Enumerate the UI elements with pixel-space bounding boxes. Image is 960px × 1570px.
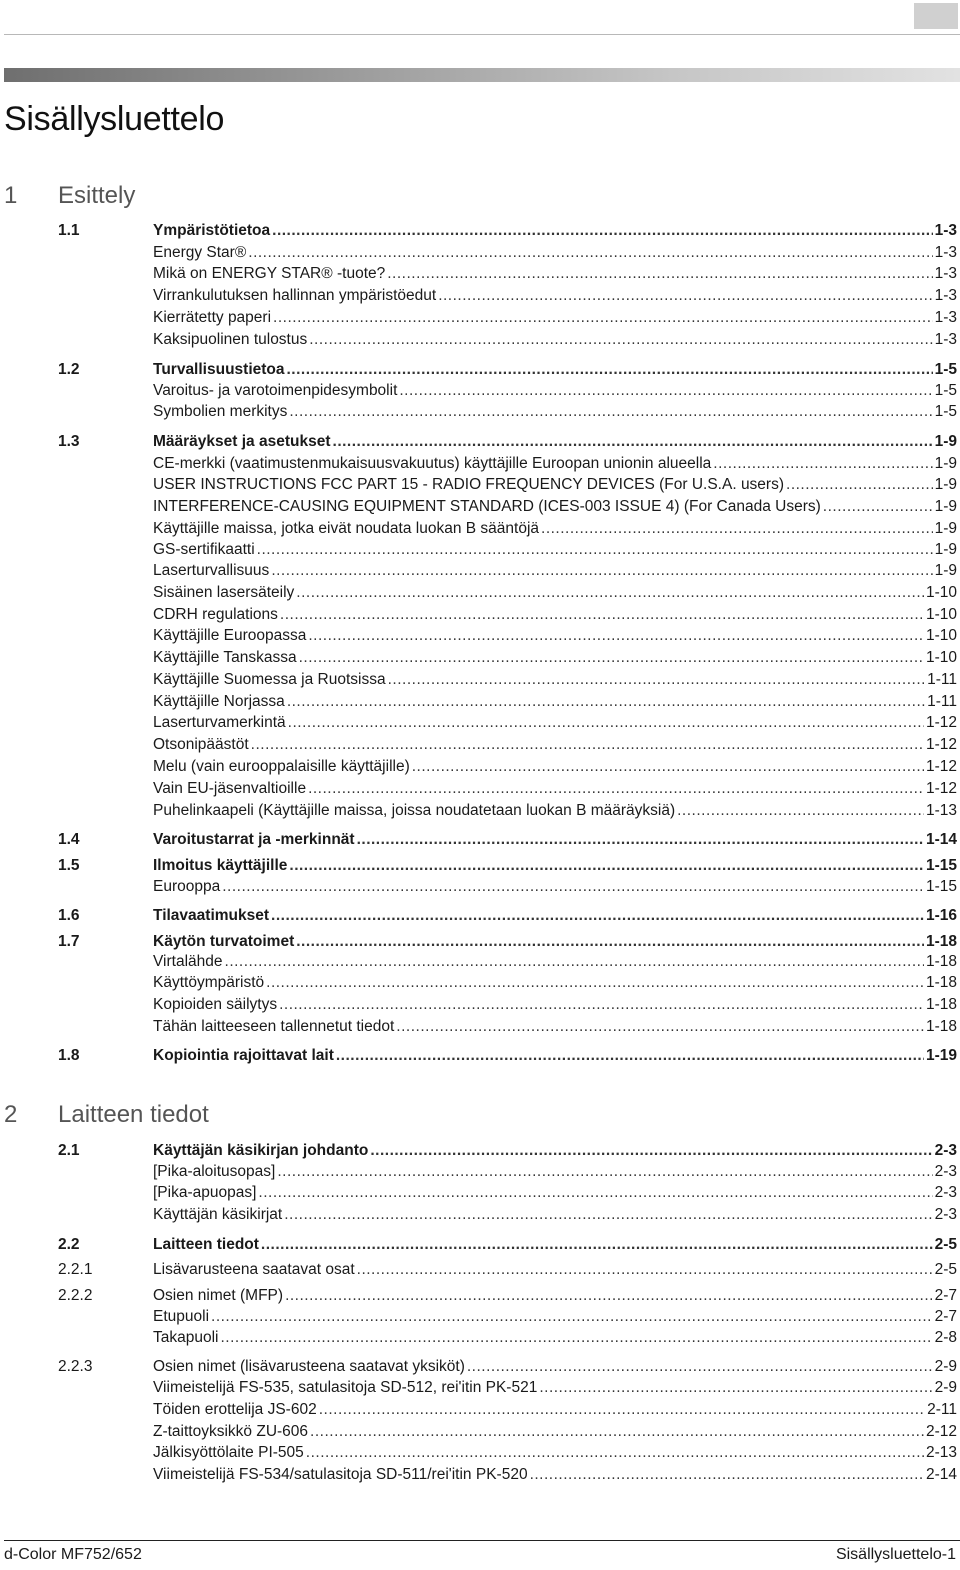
toc-entry-title: Käyttäjän käsikirjat xyxy=(153,1206,283,1223)
footer-rule xyxy=(4,1540,960,1541)
toc-leader-row xyxy=(153,401,957,423)
toc-entry-title: Laserturvamerkintä xyxy=(153,714,286,731)
toc-page-number: 2-13 xyxy=(925,1444,957,1461)
toc-leader-row xyxy=(153,474,957,496)
toc-section-number: 2.2.1 xyxy=(58,1261,93,1278)
toc-page-number: 1-9 xyxy=(934,433,957,450)
toc-entry[interactable] xyxy=(0,734,960,756)
toc-leader-row xyxy=(153,1356,957,1378)
toc-entry-title: CE-merkki (vaatimustenmukaisuusvakuutus) käyttäjille Euroopan unionin alueella xyxy=(153,455,712,472)
toc-entry[interactable] xyxy=(0,994,960,1016)
toc-leader-row xyxy=(153,1442,957,1464)
toc-dot-leader xyxy=(258,1182,932,1204)
toc-page-number: 2-9 xyxy=(934,1358,957,1375)
toc-section-number: 1.4 xyxy=(58,831,80,848)
toc-page-number: 2-7 xyxy=(934,1308,957,1325)
toc-entry-title: Otsonipäästöt xyxy=(153,736,249,753)
toc-dot-leader xyxy=(357,1259,933,1281)
toc-leader-row xyxy=(153,539,957,561)
toc-leader-row xyxy=(153,242,957,264)
toc-entry-title: Etupuoli xyxy=(153,1308,210,1325)
toc-entry-title: Puhelinkaapeli (Käyttäjille maissa, joissa noudatetaan luokan B määräyksiä) xyxy=(153,802,676,819)
toc-leader-row xyxy=(153,647,957,669)
toc-page-number: 1-16 xyxy=(925,907,957,924)
toc-leader-row xyxy=(153,669,957,691)
toc-dot-leader xyxy=(272,220,932,242)
toc-entry-title: Mikä on ENERGY STAR® -tuote? xyxy=(153,265,386,282)
toc-dot-leader xyxy=(289,855,924,877)
toc-dot-leader xyxy=(438,285,932,307)
toc-dot-leader xyxy=(287,359,933,381)
toc-entry[interactable] xyxy=(0,474,960,496)
toc-dot-leader xyxy=(319,1399,925,1421)
chapter-heading[interactable] xyxy=(4,182,135,210)
toc-leader-row xyxy=(153,1045,957,1067)
toc-entry-title: Viimeistelijä FS-534/satulasitoja SD-511/rei'itin PK-520 xyxy=(153,1466,528,1483)
toc-dot-leader xyxy=(541,518,933,540)
toc-page-number: 1-15 xyxy=(925,857,957,874)
toc-entry-title: [Pika-apuopas] xyxy=(153,1184,257,1201)
toc-entry-title: USER INSTRUCTIONS FCC PART 15 - RADIO FREQUENCY DEVICES (For U.S.A. users) xyxy=(153,476,785,493)
toc-dot-leader xyxy=(357,829,924,851)
toc-entry-title: Käyttäjille maissa, jotka eivät noudata luokan B sääntöjä xyxy=(153,520,540,537)
toc-entry[interactable] xyxy=(0,431,960,453)
toc-dot-leader xyxy=(279,994,924,1016)
toc-leader-row xyxy=(153,496,957,518)
toc-page-number: 2-7 xyxy=(934,1287,957,1304)
toc-entry[interactable] xyxy=(0,625,960,647)
toc-leader-row xyxy=(153,778,957,800)
toc-entry-title: Tilavaatimukset xyxy=(153,907,270,924)
toc-leader-row xyxy=(153,931,957,953)
toc-dot-leader xyxy=(387,263,932,285)
toc-entry[interactable] xyxy=(0,669,960,691)
toc-entry[interactable] xyxy=(0,951,960,973)
toc-leader-row xyxy=(153,1161,957,1183)
toc-entry[interactable] xyxy=(0,855,960,877)
toc-dot-leader xyxy=(211,1306,933,1328)
toc-entry[interactable] xyxy=(0,1356,960,1378)
toc-entry-title: Virrankulutuksen hallinnan ympäristöedut xyxy=(153,287,437,304)
chapter-title: Esittely xyxy=(58,182,136,209)
toc-dot-leader xyxy=(412,756,924,778)
toc-leader-row xyxy=(153,734,957,756)
toc-leader-row xyxy=(153,1285,957,1307)
toc-entry[interactable] xyxy=(0,1140,960,1162)
toc-dot-leader xyxy=(388,669,926,691)
toc-leader-row xyxy=(153,972,957,994)
toc-leader-row xyxy=(153,905,957,927)
toc-entry[interactable] xyxy=(0,1377,960,1399)
toc-entry-title: Turvallisuustietoa xyxy=(153,361,285,378)
toc-leader-row xyxy=(153,329,957,351)
toc-entry[interactable] xyxy=(0,285,960,307)
toc-page-number: 2-12 xyxy=(925,1423,957,1440)
toc-leader-row xyxy=(153,994,957,1016)
toc-entry-title: Takapuoli xyxy=(153,1329,219,1346)
toc-leader-row xyxy=(153,1399,957,1421)
toc-leader-row xyxy=(153,220,957,242)
toc-page-number: 1-5 xyxy=(934,361,957,378)
toc-leader-row xyxy=(153,855,957,877)
toc-entry-title: Laitteen tiedot xyxy=(153,1236,259,1253)
chapter-number: 1 xyxy=(4,182,18,209)
toc-entry-title: Osien nimet (lisävarusteena saatavat yksiköt) xyxy=(153,1358,465,1375)
toc-entry[interactable] xyxy=(0,1182,960,1204)
toc-leader-row xyxy=(153,518,957,540)
toc-entry[interactable] xyxy=(0,1161,960,1183)
toc-entry-title: Viimeistelijä FS-535, satulasitoja SD-512, rei'itin PK-521 xyxy=(153,1379,538,1396)
toc-page-number: 1-18 xyxy=(925,974,957,991)
toc-leader-row xyxy=(153,604,957,626)
toc-leader-row xyxy=(153,876,957,898)
toc-entry-title: Käyttäjille Tanskassa xyxy=(153,649,297,666)
toc-entry[interactable] xyxy=(0,307,960,329)
toc-entry-title: Kierrätetty paperi xyxy=(153,309,272,326)
toc-dot-leader xyxy=(261,1234,933,1256)
toc-page-number: 1-11 xyxy=(927,693,957,710)
toc-leader-row xyxy=(153,829,957,851)
toc-dot-leader xyxy=(277,1161,932,1183)
toc-entry-title: Z-taittoyksikkö ZU-606 xyxy=(153,1423,309,1440)
toc-page-number: 1-18 xyxy=(925,933,957,950)
toc-entry-title: Töiden erottelija JS-602 xyxy=(153,1401,317,1418)
toc-entry[interactable] xyxy=(0,1204,960,1226)
toc-dot-leader xyxy=(296,582,924,604)
toc-entry[interactable] xyxy=(0,329,960,351)
toc-dot-leader xyxy=(285,1285,933,1307)
toc-entry[interactable] xyxy=(0,1442,960,1464)
toc-page-number: 1-3 xyxy=(934,222,957,239)
toc-section-number: 1.5 xyxy=(58,857,80,874)
toc-leader-row xyxy=(153,756,957,778)
toc-leader-row xyxy=(153,1327,957,1349)
toc-page-number: 1-10 xyxy=(925,606,957,623)
toc-dot-leader xyxy=(248,242,932,264)
toc-dot-leader xyxy=(271,905,924,927)
toc-section-number: 2.2.2 xyxy=(58,1287,93,1304)
toc-dot-leader xyxy=(271,560,932,582)
toc-leader-row xyxy=(153,307,957,329)
toc-entry[interactable] xyxy=(0,931,960,953)
toc-page-number: 1-11 xyxy=(927,671,957,688)
toc-dot-leader xyxy=(530,1464,924,1486)
toc-entry-title: Laserturvallisuus xyxy=(153,562,270,579)
toc-dot-leader xyxy=(713,453,932,475)
toc-entry-title: Kopiointia rajoittavat lait xyxy=(153,1047,334,1064)
toc-entry[interactable] xyxy=(0,539,960,561)
toc-entry-title: Varoitustarrat ja -merkinnät xyxy=(153,831,355,848)
toc-entry-title: Energy Star® xyxy=(153,244,247,261)
toc-entry[interactable] xyxy=(0,1421,960,1443)
toc-section-number: 2.2 xyxy=(58,1236,80,1253)
toc-entry-title: Symbolien merkitys xyxy=(153,403,288,420)
toc-dot-leader xyxy=(221,1327,933,1349)
toc-page-number: 2-5 xyxy=(934,1261,957,1278)
toc-dot-leader xyxy=(289,401,932,423)
toc-entry-title: Tähän laitteeseen tallennetut tiedot xyxy=(153,1018,395,1035)
toc-entry[interactable] xyxy=(0,1306,960,1328)
toc-leader-row xyxy=(153,1377,957,1399)
toc-entry[interactable] xyxy=(0,800,960,822)
toc-entry-title: Kopioiden säilytys xyxy=(153,996,278,1013)
toc-page-number: 1-3 xyxy=(934,309,957,326)
toc-page-number: 2-14 xyxy=(925,1466,957,1483)
toc-entry[interactable] xyxy=(0,691,960,713)
toc-dot-leader xyxy=(333,431,933,453)
toc-section-number: 1.6 xyxy=(58,907,80,924)
toc-entry[interactable] xyxy=(0,829,960,851)
header-rule xyxy=(4,34,960,35)
toc-dot-leader xyxy=(786,474,933,496)
toc-leader-row xyxy=(153,1306,957,1328)
toc-dot-leader xyxy=(309,329,932,351)
toc-entry[interactable] xyxy=(0,453,960,475)
toc-leader-row xyxy=(153,1234,957,1256)
toc-page-number: 2-5 xyxy=(934,1236,957,1253)
toc-entry[interactable] xyxy=(0,582,960,604)
toc-entry[interactable] xyxy=(0,972,960,994)
corner-tab-marker xyxy=(914,3,958,29)
toc-leader-row xyxy=(153,951,957,973)
toc-entry-title: Varoitus- ja varotoimenpidesymbolit xyxy=(153,382,398,399)
toc-entry[interactable] xyxy=(0,242,960,264)
toc-dot-leader xyxy=(677,800,924,822)
toc-dot-leader xyxy=(467,1356,933,1378)
toc-entry[interactable] xyxy=(0,778,960,800)
toc-entry[interactable] xyxy=(0,263,960,285)
toc-page-number: 1-9 xyxy=(934,476,957,493)
toc-leader-row xyxy=(153,1182,957,1204)
toc-entry-title: Käytön turvatoimet xyxy=(153,933,295,950)
toc-entry[interactable] xyxy=(0,1464,960,1486)
toc-entry[interactable] xyxy=(0,647,960,669)
toc-entry[interactable] xyxy=(0,756,960,778)
toc-leader-row xyxy=(153,560,957,582)
toc-page-number: 2-3 xyxy=(934,1206,957,1223)
toc-section-number: 2.2.3 xyxy=(58,1358,93,1375)
toc-page-number: 1-3 xyxy=(934,265,957,282)
toc-leader-row xyxy=(153,1259,957,1281)
toc-entry[interactable] xyxy=(0,876,960,898)
toc-dot-leader xyxy=(396,1016,924,1038)
toc-entry-title: Ilmoitus käyttäjille xyxy=(153,857,288,874)
toc-leader-row xyxy=(153,691,957,713)
toc-entry-title: Käyttäjille Norjassa xyxy=(153,693,285,710)
toc-page-number: 1-12 xyxy=(925,758,957,775)
toc-section-number: 1.7 xyxy=(58,933,80,950)
toc-entry[interactable] xyxy=(0,1045,960,1067)
toc-leader-row xyxy=(153,431,957,453)
toc-dot-leader xyxy=(222,876,924,898)
toc-entry[interactable] xyxy=(0,380,960,402)
toc-entry[interactable] xyxy=(0,1285,960,1307)
toc-entry-title: Käyttäjille Suomessa ja Ruotsissa xyxy=(153,671,386,688)
toc-entry-title: Lisävarusteena saatavat osat xyxy=(153,1261,355,1278)
toc-section-number: 2.1 xyxy=(58,1142,80,1159)
toc-dot-leader xyxy=(251,734,924,756)
toc-page-number: 1-5 xyxy=(934,403,957,420)
toc-entry[interactable] xyxy=(0,1234,960,1256)
toc-leader-row xyxy=(153,1464,957,1486)
toc-entry[interactable] xyxy=(0,1259,960,1281)
toc-leader-row xyxy=(153,582,957,604)
toc-page-number: 1-10 xyxy=(925,584,957,601)
toc-entry[interactable] xyxy=(0,712,960,734)
toc-page-number: 1-10 xyxy=(925,627,957,644)
toc-entry[interactable] xyxy=(0,401,960,423)
toc-section-number: 1.1 xyxy=(58,222,80,239)
toc-leader-row xyxy=(153,285,957,307)
footer-product-name: d-Color MF752/652 xyxy=(4,1546,142,1563)
toc-dot-leader xyxy=(266,972,924,994)
toc-entry[interactable] xyxy=(0,518,960,540)
toc-entry[interactable] xyxy=(0,905,960,927)
header-gradient-band xyxy=(4,68,960,82)
toc-entry-title: Eurooppa xyxy=(153,878,221,895)
toc-page-number: 1-9 xyxy=(934,541,957,558)
toc-leader-row xyxy=(153,453,957,475)
toc-leader-row xyxy=(153,1140,957,1162)
toc-leader-row xyxy=(153,625,957,647)
toc-entry-title: Käyttäjille Euroopassa xyxy=(153,627,307,644)
toc-page-number: 1-12 xyxy=(925,714,957,731)
toc-leader-row xyxy=(153,380,957,402)
toc-entry-title: Käyttäjän käsikirjan johdanto xyxy=(153,1142,369,1159)
toc-page-number: 1-12 xyxy=(925,736,957,753)
chapter-title: Laitteen tiedot xyxy=(58,1101,209,1128)
chapter-heading[interactable] xyxy=(4,1101,209,1129)
toc-page-number: 1-12 xyxy=(925,780,957,797)
toc-entry-title: Jälkisyöttölaite PI-505 xyxy=(153,1444,304,1461)
toc-entry-title: Virtalähde xyxy=(153,953,223,970)
toc-section-number: 1.8 xyxy=(58,1047,80,1064)
toc-entry-title: CDRH regulations xyxy=(153,606,278,623)
toc-leader-row xyxy=(153,263,957,285)
toc-page-number: 2-3 xyxy=(934,1163,957,1180)
toc-leader-row xyxy=(153,712,957,734)
toc-page-number: 1-3 xyxy=(934,331,957,348)
toc-page-number: 2-3 xyxy=(934,1184,957,1201)
toc-entry-title: Kaksipuolinen tulostus xyxy=(153,331,308,348)
toc-entry-title: [Pika-aloitusopas] xyxy=(153,1163,276,1180)
toc-page-number: 2-8 xyxy=(934,1329,957,1346)
page-title: Sisällysluettelo xyxy=(4,100,225,138)
toc-dot-leader xyxy=(310,1421,924,1443)
toc-entry[interactable] xyxy=(0,560,960,582)
toc-dot-leader xyxy=(288,712,924,734)
toc-dot-leader xyxy=(308,778,924,800)
toc-page-number: 2-9 xyxy=(934,1379,957,1396)
toc-page-number: 1-18 xyxy=(925,953,957,970)
toc-entry[interactable] xyxy=(0,604,960,626)
toc-leader-row xyxy=(153,1204,957,1226)
toc-dot-leader xyxy=(225,951,924,973)
toc-leader-row xyxy=(153,1016,957,1038)
toc-leader-row xyxy=(153,359,957,381)
toc-entry-title: Ympäristötietoa xyxy=(153,222,271,239)
toc-entry-title: Sisäinen lasersäteily xyxy=(153,584,295,601)
toc-entry[interactable] xyxy=(0,1399,960,1421)
toc-entry[interactable] xyxy=(0,1327,960,1349)
toc-entry[interactable] xyxy=(0,359,960,381)
toc-leader-row xyxy=(153,800,957,822)
toc-entry[interactable] xyxy=(0,496,960,518)
toc-section-number: 1.3 xyxy=(58,433,80,450)
toc-entry-title: Määräykset ja asetukset xyxy=(153,433,331,450)
toc-dot-leader xyxy=(299,647,924,669)
toc-entry-title: Vain EU-jäsenvaltioille xyxy=(153,780,307,797)
toc-dot-leader xyxy=(280,604,924,626)
toc-page-number: 1-18 xyxy=(925,1018,957,1035)
toc-dot-leader xyxy=(539,1377,932,1399)
toc-page-number: 1-15 xyxy=(925,878,957,895)
toc-entry[interactable] xyxy=(0,1016,960,1038)
toc-page-number: 1-18 xyxy=(925,996,957,1013)
toc-page-number: 1-5 xyxy=(934,382,957,399)
toc-page-number: 1-9 xyxy=(934,455,957,472)
toc-page-number: 1-9 xyxy=(934,498,957,515)
toc-dot-leader xyxy=(370,1140,932,1162)
toc-dot-leader xyxy=(399,380,932,402)
toc-entry-title: GS-sertifikaatti xyxy=(153,541,255,558)
toc-dot-leader xyxy=(296,931,924,953)
toc-page-number: 2-11 xyxy=(927,1401,957,1418)
toc-page-number: 1-10 xyxy=(925,649,957,666)
toc-page-number: 1-3 xyxy=(934,287,957,304)
chapter-number: 2 xyxy=(4,1101,18,1128)
toc-page-number: 1-13 xyxy=(925,802,957,819)
toc-section-number: 1.2 xyxy=(58,361,80,378)
toc-leader-row xyxy=(153,1421,957,1443)
toc-entry-title: Melu (vain eurooppalaisille käyttäjille) xyxy=(153,758,410,775)
toc-dot-leader xyxy=(257,539,933,561)
toc-page-number: 1-19 xyxy=(925,1047,957,1064)
toc-entry-title: Osien nimet (MFP) xyxy=(153,1287,284,1304)
footer-page-number: Sisällysluettelo-1 xyxy=(835,1546,956,1563)
toc-page-number: 1-3 xyxy=(934,244,957,261)
toc-page-number: 1-9 xyxy=(934,520,957,537)
toc-dot-leader xyxy=(273,307,933,329)
toc-dot-leader xyxy=(336,1045,924,1067)
toc-page-number: 1-9 xyxy=(934,562,957,579)
toc-entry-title: INTERFERENCE-CAUSING EQUIPMENT STANDARD (ICES-003 ISSUE 4) (For Canada Users) xyxy=(153,498,821,515)
toc-dot-leader xyxy=(823,496,933,518)
toc-dot-leader xyxy=(284,1204,932,1226)
toc-dot-leader xyxy=(308,625,924,647)
toc-entry[interactable] xyxy=(0,220,960,242)
toc-dot-leader xyxy=(306,1442,924,1464)
toc-entry-title: Käyttöympäristö xyxy=(153,974,265,991)
toc-dot-leader xyxy=(287,691,925,713)
toc-page-number: 2-3 xyxy=(934,1142,957,1159)
toc-page-number: 1-14 xyxy=(925,831,957,848)
